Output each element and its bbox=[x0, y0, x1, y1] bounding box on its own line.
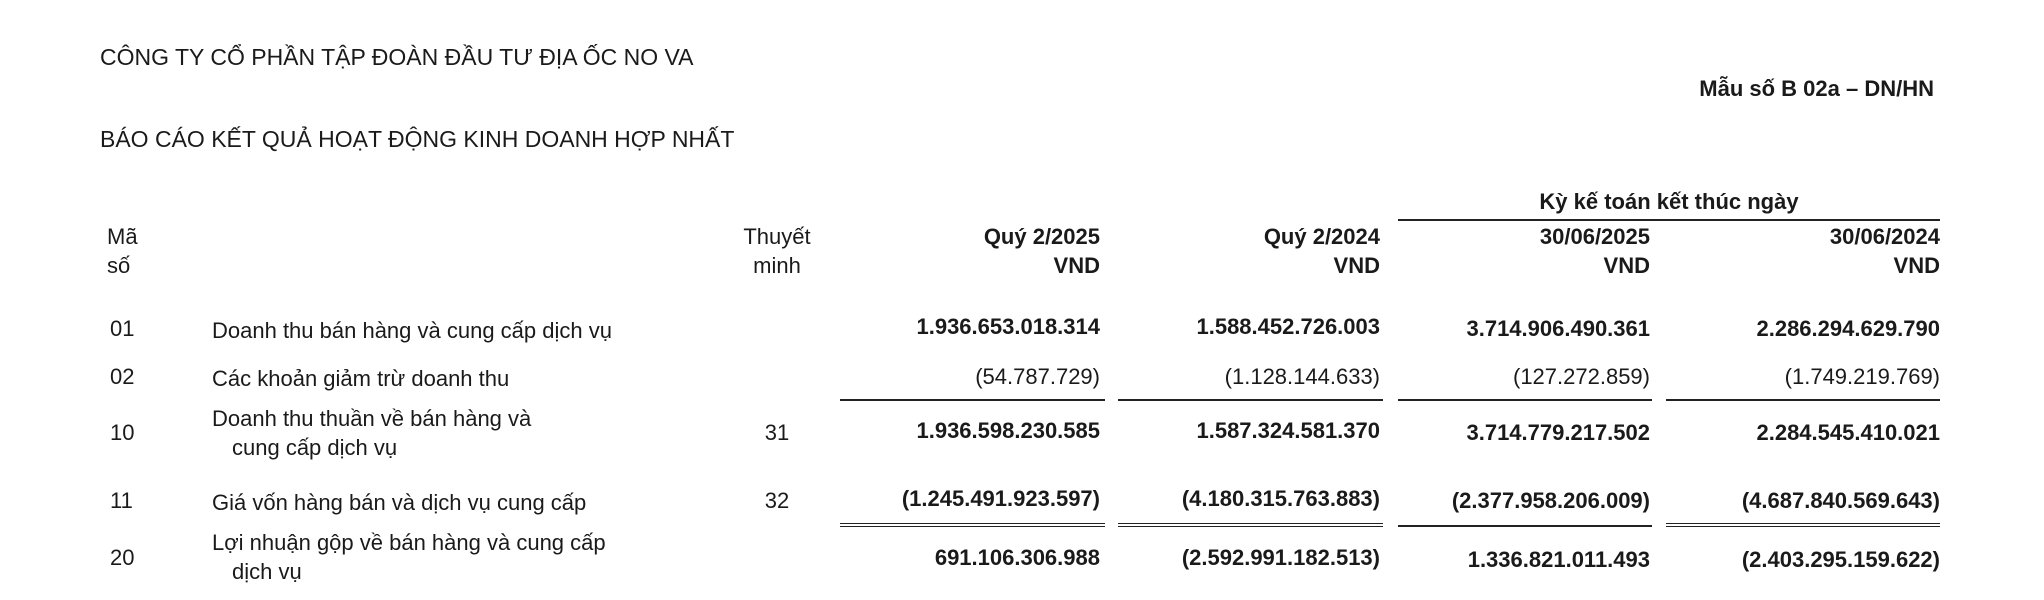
col-header-code bbox=[107, 222, 138, 280]
col-header-30-06-2024-line2: VND bbox=[1893, 253, 1940, 278]
col-header-q2-2025-line2: VND bbox=[1053, 253, 1100, 278]
col-header-30-06-2025 bbox=[1390, 222, 1650, 280]
row-10-code: 10 bbox=[110, 420, 135, 445]
rule-row-02-col1 bbox=[840, 399, 1105, 401]
row-11-value-q2-2025: (1.245.491.923.597) bbox=[901, 486, 1100, 511]
row-11-value-q2-2024: (4.180.315.763.883) bbox=[1181, 486, 1380, 511]
rule-row-02-col3 bbox=[1398, 399, 1652, 401]
row-11-code: 11 bbox=[110, 488, 133, 513]
row-01-value-30-06-2024: 2.286.294.629.790 bbox=[1756, 316, 1940, 341]
rule-row-11-col1 bbox=[840, 523, 1105, 527]
col-header-note-line2: minh bbox=[753, 253, 801, 278]
col-header-30-06-2024 bbox=[1680, 222, 1940, 280]
row-20-code: 20 bbox=[110, 545, 135, 570]
row-20-value-q2-2024: (2.592.991.182.513) bbox=[1181, 545, 1380, 570]
row-01-value-q2-2025: 1.936.653.018.314 bbox=[916, 314, 1100, 339]
row-02-value-30-06-2025: (127.272.859) bbox=[1513, 364, 1650, 389]
row-20-label-line1: Lợi nhuận gộp về bán hàng và cung cấp bbox=[212, 530, 606, 555]
row-10-label-line2: cung cấp dịch vụ bbox=[232, 435, 398, 460]
rule-row-02-col4 bbox=[1666, 399, 1940, 401]
col-header-30-06-2025-line2: VND bbox=[1603, 253, 1650, 278]
col-header-note bbox=[722, 222, 832, 280]
row-10-value-q2-2024: 1.587.324.581.370 bbox=[1196, 418, 1380, 443]
row-02-value-30-06-2024: (1.749.219.769) bbox=[1784, 364, 1940, 389]
row-10-note: 31 bbox=[764, 420, 790, 445]
col-header-q2-2025 bbox=[840, 222, 1100, 280]
report-title: BÁO CÁO KẾT QUẢ HOẠT ĐỘNG KINH DOANH HỢP NHẤT bbox=[100, 126, 735, 152]
row-01-code: 01 bbox=[110, 316, 135, 341]
col-header-30-06-2024-line1: 30/06/2024 bbox=[1829, 224, 1940, 249]
col-header-q2-2025-line1: Quý 2/2025 bbox=[983, 224, 1100, 249]
row-20-value-30-06-2024: (2.403.295.159.622) bbox=[1741, 547, 1940, 572]
row-01-label: Doanh thu bán hàng và cung cấp dịch vụ bbox=[212, 318, 612, 343]
row-20-label bbox=[212, 528, 606, 586]
col-header-q2-2024 bbox=[1120, 222, 1380, 280]
row-10-label bbox=[212, 404, 531, 462]
form-code: Mẫu số B 02a – DN/HN bbox=[1699, 76, 1934, 101]
row-10-value-30-06-2024: 2.284.545.410.021 bbox=[1756, 420, 1940, 445]
row-01-value-30-06-2025: 3.714.906.490.361 bbox=[1466, 316, 1650, 341]
row-10-label-line1: Doanh thu thuần về bán hàng và bbox=[212, 406, 532, 431]
row-10-value-q2-2025: 1.936.598.230.585 bbox=[916, 418, 1100, 443]
company-name: CÔNG TY CỔ PHẦN TẬP ĐOÀN ĐẦU TƯ ĐỊA ỐC NO VA bbox=[100, 44, 694, 70]
row-20-value-30-06-2025: 1.336.821.011.493 bbox=[1467, 547, 1650, 572]
col-header-code-line1: Mã bbox=[107, 224, 138, 249]
rule-row-11-col4 bbox=[1666, 523, 1940, 527]
row-02-value-q2-2024: (1.128.144.633) bbox=[1224, 364, 1380, 389]
row-11-note: 32 bbox=[764, 488, 790, 513]
row-02-code: 02 bbox=[110, 364, 135, 389]
col-header-note-line1: Thuyết bbox=[743, 224, 811, 249]
row-20-value-q2-2025: 691.106.306.988 bbox=[934, 545, 1100, 570]
col-header-code-line2: số bbox=[107, 253, 131, 278]
rule-row-11-col3 bbox=[1398, 525, 1652, 527]
col-header-q2-2024-line1: Quý 2/2024 bbox=[1263, 224, 1380, 249]
row-01-value-q2-2024: 1.588.452.726.003 bbox=[1196, 314, 1380, 339]
row-20-label-line2: dịch vụ bbox=[232, 559, 302, 584]
period-header: Kỳ kế toán kết thúc ngày bbox=[1539, 189, 1799, 214]
col-header-30-06-2025-line1: 30/06/2025 bbox=[1539, 224, 1650, 249]
row-11-label: Giá vốn hàng bán và dịch vụ cung cấp bbox=[212, 490, 587, 515]
row-02-label: Các khoản giảm trừ doanh thu bbox=[212, 366, 510, 391]
row-11-value-30-06-2024: (4.687.840.569.643) bbox=[1741, 488, 1940, 513]
row-11-value-30-06-2025: (2.377.958.206.009) bbox=[1451, 488, 1650, 513]
col-header-q2-2024-line2: VND bbox=[1333, 253, 1380, 278]
rule-row-11-col2 bbox=[1118, 523, 1383, 527]
rule-row-02-col2 bbox=[1118, 399, 1383, 401]
row-02-value-q2-2025: (54.787.729) bbox=[975, 364, 1100, 389]
row-10-value-30-06-2025: 3.714.779.217.502 bbox=[1466, 420, 1650, 445]
period-header-rule bbox=[1398, 219, 1940, 221]
